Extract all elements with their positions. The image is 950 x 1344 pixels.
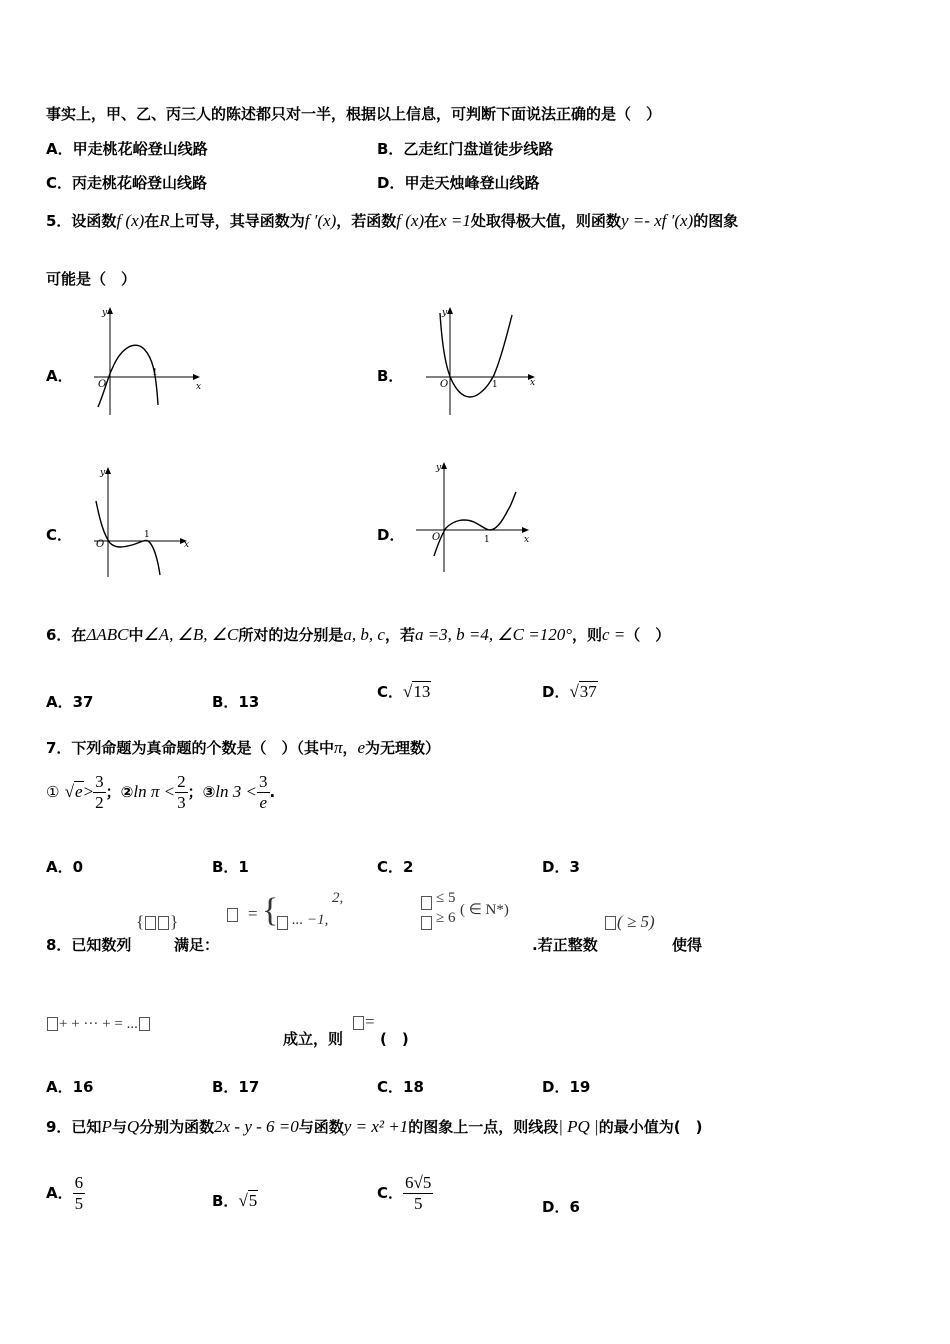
q8-holds: 成立，则 <box>283 1030 344 1048</box>
q6-stem: 6．在ΔABC中∠A, ∠B, ∠C所对的边分别是a, b, c，若a =3, b =4, ∠C =120°，则c =（ ） <box>46 625 671 644</box>
missing-glyph-icon <box>47 1017 58 1031</box>
q8-stem-start: 8．已知数列 <box>46 936 132 954</box>
q4-option-c: C．丙走桃花峪登山线路 <box>46 174 208 192</box>
q8-option-a: A．16 <box>46 1078 94 1096</box>
q8-m-equals: = <box>352 1012 375 1032</box>
q5-b-origin: O <box>440 379 449 390</box>
q9-option-a: A． $\frac{6}{5}$ <box>46 1173 84 1213</box>
q5-option-c-label: C． <box>46 526 73 544</box>
q5-b-x-label: x <box>530 378 536 388</box>
q5-d-y-label: y <box>436 463 442 473</box>
q5-b-y-label: y <box>442 308 448 318</box>
q5-graph-a <box>90 305 210 420</box>
q5-graph-c <box>90 465 210 580</box>
q5-a-x-label: x <box>196 382 202 392</box>
q5-option-d-label: D． <box>377 526 405 544</box>
q5-a-one: 1 <box>152 368 158 378</box>
q5-d-x-label: x <box>524 535 530 545</box>
q9-option-b: B．√5 <box>212 1191 258 1210</box>
q5-option-a-label: A． <box>46 367 73 385</box>
q7-option-d: D．3 <box>542 858 580 876</box>
q8-satisfies: 满足： <box>174 936 220 954</box>
q8-such-that: 使得 <box>672 936 703 954</box>
q5-c-x-label: x <box>184 540 190 550</box>
q5-stem: 5．设函数f (x)在R上可导，其导函数为f ′(x)，若函数f (x)在x =1处取得极大值，则函数y =- xf ′(x)的图象 <box>46 211 739 230</box>
missing-glyph-icon <box>421 896 432 910</box>
q4-option-b: B．乙走红门盘道徒步线路 <box>377 140 554 158</box>
q8-equation: + + ··· + = ... <box>46 1014 151 1033</box>
missing-glyph-icon <box>139 1017 150 1031</box>
q5-graph-d <box>412 460 542 575</box>
missing-glyph-icon <box>145 916 156 930</box>
q5-d-origin: O <box>432 532 441 543</box>
q8-paren: ( ) <box>380 1030 409 1048</box>
missing-glyph-icon <box>158 916 169 930</box>
q5-b-one: 1 <box>492 380 498 390</box>
q6-option-a: A．37 <box>46 693 94 711</box>
q5-d-one: 1 <box>484 535 490 545</box>
q5-graph-b <box>422 305 542 420</box>
q5-c-origin: O <box>96 539 105 550</box>
q9-option-c: C． $\frac{6√5}{5}$ <box>377 1173 432 1213</box>
q5-a-origin: O <box>98 379 107 390</box>
q7-option-c: C．2 <box>377 858 414 876</box>
q7-option-b: B．1 <box>212 858 249 876</box>
q7-stem: 7．下列命题为真命题的个数是（ ）（其中π，e为无理数） <box>46 738 441 757</box>
q7-option-a: A．0 <box>46 858 84 876</box>
q8-option-d: D．19 <box>542 1078 591 1096</box>
missing-glyph-icon <box>353 1016 364 1030</box>
q6-option-c: C．√13 <box>377 682 431 701</box>
q8-sequence-symbol: { } <box>136 912 179 931</box>
q5-option-b-label: B． <box>377 367 404 385</box>
missing-glyph-icon <box>605 916 616 930</box>
q5-stem-cont: 可能是（ ） <box>46 270 137 288</box>
q8-option-c: C．18 <box>377 1078 424 1096</box>
missing-glyph-icon <box>227 908 238 922</box>
q9-option-d: D．6 <box>542 1198 580 1216</box>
q8-m-condition: ( ≥ 5) <box>604 912 655 932</box>
q8-positive-integer: .若正整数 <box>532 936 598 954</box>
q5-c-one: 1 <box>144 530 150 540</box>
q5-c-y-label: y <box>100 468 106 478</box>
q8-piecewise: = { 2, ... −1, ≤ 5 ≥ 6 ( ∈ N*) <box>226 896 536 936</box>
q8-option-b: B．17 <box>212 1078 260 1096</box>
q6-option-b: B．13 <box>212 693 260 711</box>
q5-a-y-label: y <box>102 308 108 318</box>
missing-glyph-icon <box>277 916 288 930</box>
missing-glyph-icon <box>421 916 432 930</box>
q4-option-a: A．甲走桃花峪登山线路 <box>46 140 208 158</box>
q6-option-d: D．√37 <box>542 682 597 701</box>
q4-stem: 事实上，甲、乙、丙三人的陈述都只对一半，根据以上信息，可判断下面说法正确的是（ ） <box>46 105 662 123</box>
q4-option-d: D．甲走天烛峰登山线路 <box>377 174 540 192</box>
q9-stem: 9．已知P与Q分别为函数2x - y - 6 =0与函数y = x² +1的图象上一点，则线段| PQ |的最小值为( ) <box>46 1117 703 1136</box>
q7-propositions: ① √e> $\frac{3}{2}$ ；②ln π < $\frac{2}{3}$ ；③ln 3 < $\frac{3}{e}$ . <box>46 772 276 812</box>
